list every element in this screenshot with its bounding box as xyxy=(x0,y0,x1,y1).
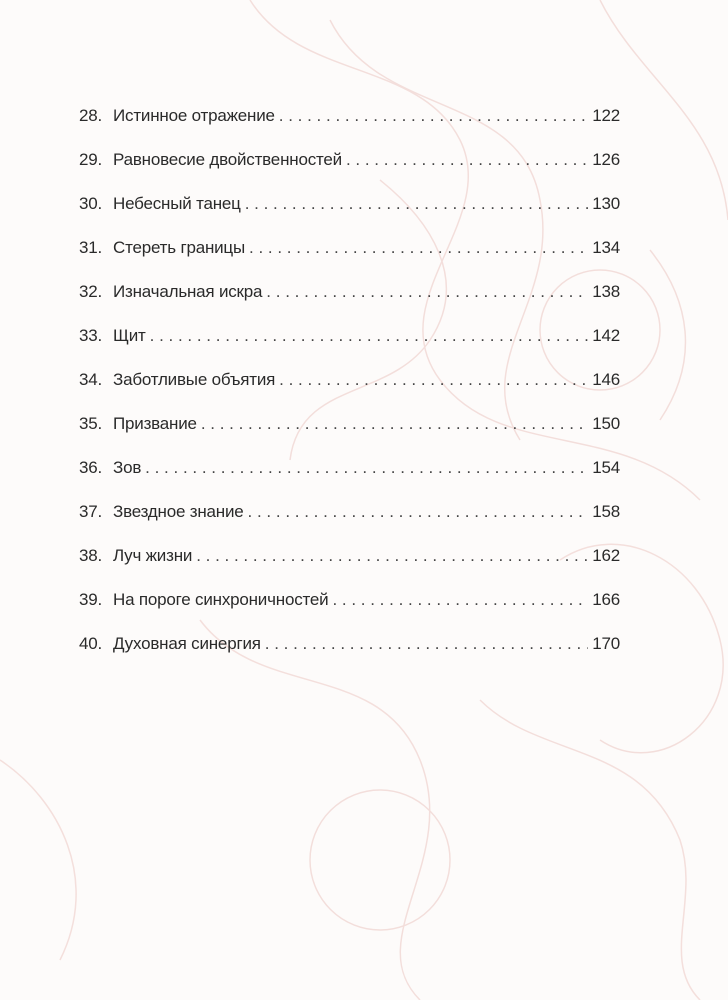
entry-title: Истинное отражение xyxy=(113,106,275,125)
entry-title: Равновесие двойственностей xyxy=(113,150,342,169)
entry-number: 40. xyxy=(79,634,103,653)
entry-number: 34. xyxy=(79,370,103,389)
entry-title: Изначальная искра xyxy=(113,282,263,301)
dot-leader xyxy=(249,238,588,258)
entry-page: 158 xyxy=(592,502,620,521)
dot-leader xyxy=(150,326,589,346)
entry-page: 146 xyxy=(592,370,620,389)
entry-page: 162 xyxy=(592,546,620,565)
entry-title: Щит xyxy=(113,326,146,345)
entry-title: Небесный танец xyxy=(113,194,241,213)
toc-entry[interactable] xyxy=(79,634,620,678)
entry-page: 150 xyxy=(592,414,620,433)
entry-number: 28. xyxy=(79,106,103,125)
entry-title: Звездное знание xyxy=(113,502,244,521)
entry-number: 32. xyxy=(79,282,103,301)
dot-leader xyxy=(248,502,589,522)
entry-number: 35. xyxy=(79,414,103,433)
table-of-contents xyxy=(79,106,620,678)
dot-leader xyxy=(279,106,588,126)
toc-entry[interactable] xyxy=(79,106,620,150)
entry-title: Зов xyxy=(113,458,142,477)
entry-page: 126 xyxy=(592,150,620,169)
entry-page: 138 xyxy=(592,282,620,301)
dot-leader xyxy=(196,546,588,566)
entry-number: 30. xyxy=(79,194,103,213)
entry-page: 170 xyxy=(592,634,620,653)
dot-leader xyxy=(332,590,588,610)
toc-entry[interactable] xyxy=(79,370,620,414)
dot-leader xyxy=(265,634,588,654)
toc-entry[interactable] xyxy=(79,238,620,282)
dot-leader xyxy=(245,194,589,214)
toc-entry[interactable] xyxy=(79,546,620,590)
entry-number: 36. xyxy=(79,458,103,477)
dot-leader xyxy=(279,370,588,390)
toc-entry[interactable] xyxy=(79,458,620,502)
dot-leader xyxy=(201,414,588,434)
entry-number: 39. xyxy=(79,590,103,609)
dot-leader xyxy=(346,150,588,170)
entry-title: Духовная синергия xyxy=(113,634,261,653)
entry-page: 134 xyxy=(592,238,620,257)
toc-entry[interactable] xyxy=(79,150,620,194)
entry-page: 166 xyxy=(592,590,620,609)
entry-number: 33. xyxy=(79,326,103,345)
entry-title: Стереть границы xyxy=(113,238,245,257)
entry-number: 31. xyxy=(79,238,103,257)
entry-number: 29. xyxy=(79,150,103,169)
entry-title: Заботливые объятия xyxy=(113,370,276,389)
entry-title: Луч жизни xyxy=(113,546,193,565)
toc-entry[interactable] xyxy=(79,282,620,326)
toc-entry[interactable] xyxy=(79,194,620,238)
entry-page: 130 xyxy=(592,194,620,213)
entry-page: 154 xyxy=(592,458,620,477)
entry-number: 37. xyxy=(79,502,103,521)
entry-number: 38. xyxy=(79,546,103,565)
toc-entry[interactable] xyxy=(79,326,620,370)
entry-title: Призвание xyxy=(113,414,197,433)
toc-entry[interactable] xyxy=(79,414,620,458)
toc-entry[interactable] xyxy=(79,590,620,634)
entry-page: 122 xyxy=(592,106,620,125)
dot-leader xyxy=(145,458,588,478)
dot-leader xyxy=(266,282,588,302)
entry-page: 142 xyxy=(592,326,620,345)
toc-entry[interactable] xyxy=(79,502,620,546)
entry-title: На пороге синхроничностей xyxy=(113,590,329,609)
